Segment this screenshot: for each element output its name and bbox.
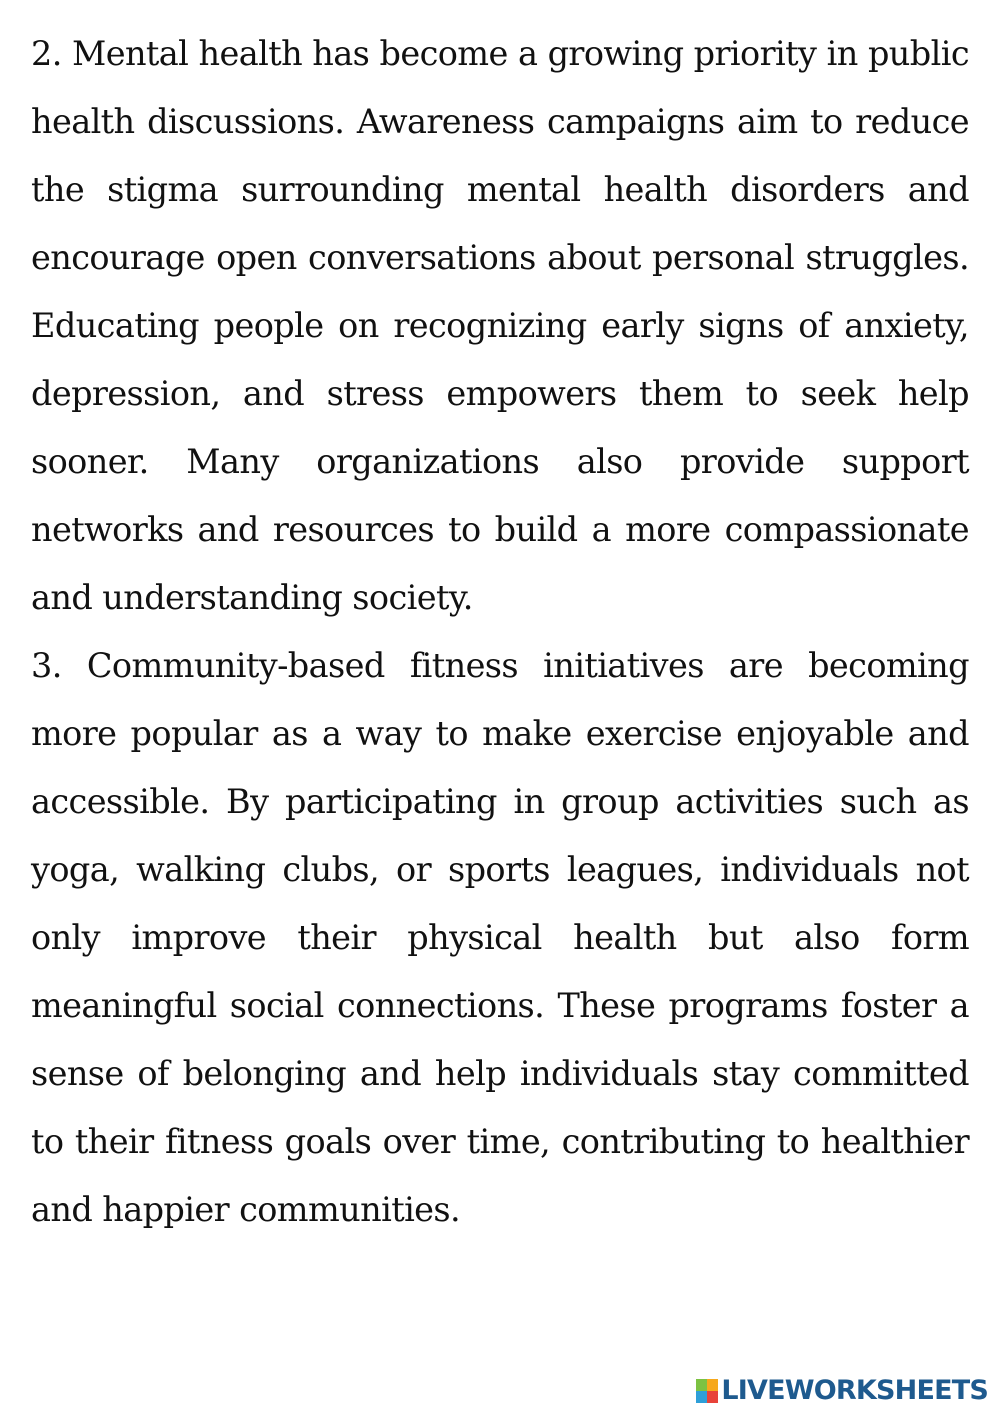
document-body [31,20,969,1244]
paragraph-mental-health: 2. Mental health has become a growing priority in public health discussions. Awareness campaigns aim to reduce the stigma surrounding mental health disorders and encourage open conversations about personal struggles. Educating people on recognizing early signs of anxiety, depression, and stress empowers them to seek help sooner. Many organizations also provide support networks and resources to build a more compassionate and understanding society. [31,34,969,617]
liveworksheets-logo-icon [696,1379,718,1403]
brand-name: LIVEWORKSHEETS [721,1375,988,1406]
paragraph-community-fitness: 3. Community-based fitness initiatives are becoming more popular as a way to make exercise enjoyable and accessible. By participating in group activities such as yoga, walking clubs, or sports leagues, individuals not only improve their physical health but also form meaningful social connections. These programs foster a sense of belonging and help individuals stay committed to their fitness goals over time, contributing to healthier and happier communities. [31,646,969,1229]
liveworksheets-brand [696,1375,988,1406]
